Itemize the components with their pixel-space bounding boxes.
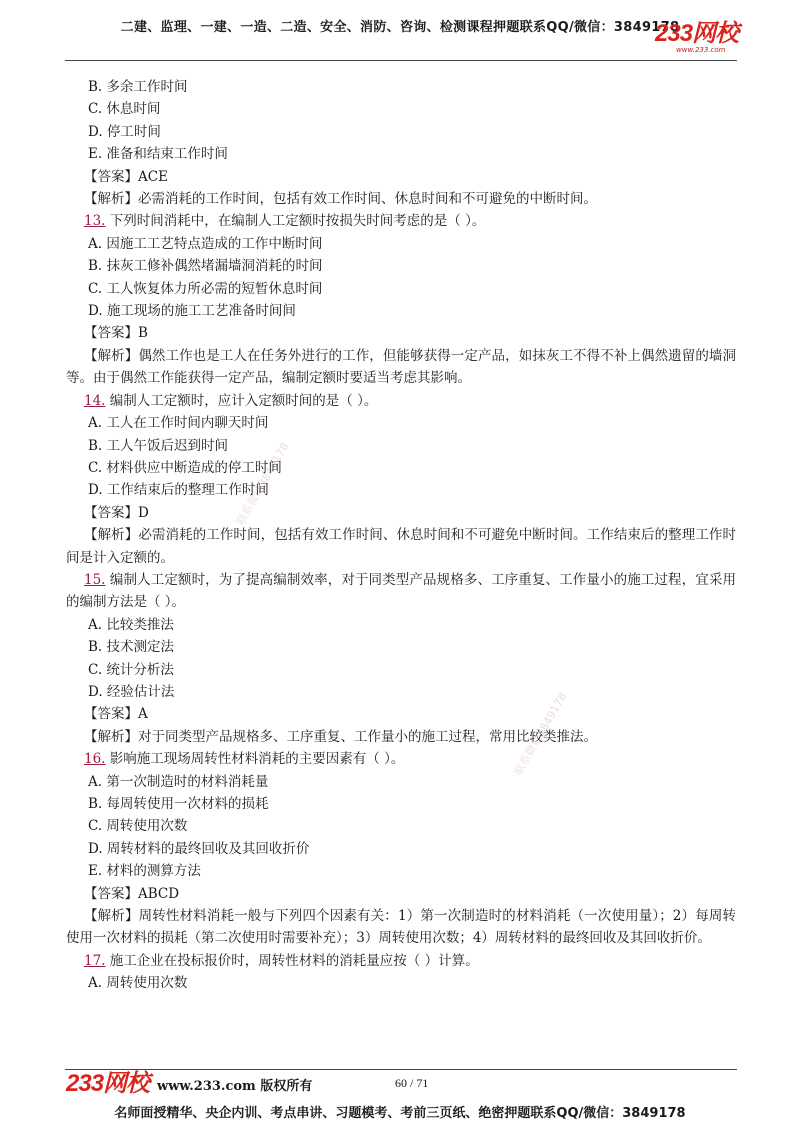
option-line: B. 每周转使用一次材料的损耗 (88, 796, 269, 812)
answer-line: 【答案】B (84, 325, 148, 342)
option-line: B. 多余工作时间 (88, 79, 188, 95)
question-14 (66, 390, 736, 412)
footer-divider (65, 1069, 737, 1070)
question-text: 编制人工定额时，为了提高编制效率，对于同类型产品规格多、工序重复、工作量小的施工过程，宜采用的编制方法是（ ）。 (66, 571, 736, 611)
question-number: 13. (84, 213, 106, 230)
question-17 (66, 950, 736, 972)
question-15 (66, 569, 736, 614)
question-16 (66, 748, 736, 770)
footer-text: 名师面授精华、央企内训、考点串讲、习题模考、考前三页纸、绝密押题联系QQ/微信：3849178 (114, 1106, 686, 1121)
option-line: E. 材料的测算方法 (88, 863, 201, 880)
page-number: 60 / 71 (395, 1076, 429, 1090)
option-line: C. 工人恢复体力所必需的短暂休息时间 (88, 280, 323, 297)
option-line: E. 准备和结束工作时间 (88, 146, 228, 163)
question-number: 15. (84, 571, 106, 588)
question-text: 影响施工现场周转性材料消耗的主要因素有（ ）。 (105, 751, 405, 768)
answer-line: 【答案】ACE (84, 168, 168, 185)
question-number: 14. (84, 392, 106, 409)
answer-line: 【答案】ABCD (84, 885, 180, 902)
option-line: D. 停工时间 (88, 123, 161, 140)
option-line: D. 经验估计法 (88, 683, 175, 700)
option-line: B. 技术测定法 (88, 639, 175, 656)
option-line: D. 周转材料的最终回收及其回收折价 (88, 840, 310, 857)
option-line: C. 材料供应中断造成的停工时间 (88, 459, 282, 476)
header-text: 二建、监理、一建、一造、二造、安全、消防、咨询、检测课程押题联系QQ/微信：3849178 (120, 20, 680, 35)
question-number: 16. (84, 751, 106, 768)
brand-logo: 233网校 (655, 20, 739, 47)
question-text: 施工企业在投标报价时，周转性材料的消耗量应按（ ）计算。 (105, 952, 479, 969)
option-line: A. 工人在工作时间内聊天时间 (88, 415, 269, 432)
analysis-line: 【解析】必需消耗的工作时间，包括有效工作时间、休息时间和不可避免中断时间。工作结束后的整理工作时间是计入定额的。 (66, 527, 736, 566)
option-line: A. 第一次制造时的材料消耗量 (88, 773, 269, 790)
footer-copyright: www.233.com 版权所有 (157, 1079, 313, 1094)
brand-logo-url: www.233.com (676, 46, 726, 54)
page-content (66, 76, 736, 995)
analysis-line: 【解析】周转性材料消耗一般与下列四个因素有关：1）第一次制造时的材料消耗（一次使用量）；2）每周转使用一次材料的损耗（第二次使用时需要补充）；3）周转使用次数；4）周转材料的最终回收及其回收折价。 (66, 908, 736, 947)
answer-line: 【答案】A (84, 706, 148, 723)
analysis-line: 【解析】对于同类型产品规格多、工序重复、工作量小的施工过程，常用比较类推法。 (84, 728, 597, 745)
option-line: D. 工作结束后的整理工作时间 (88, 482, 269, 499)
analysis-line: 【解析】必需消耗的工作时间，包括有效工作时间、休息时间和不可避免的中断时间。 (84, 191, 597, 208)
footer-logo: 233网校 (66, 1070, 150, 1097)
option-line: A. 因施工工艺特点造成的工作中断时间 (88, 235, 323, 252)
option-line: B. 抹灰工修补偶然堵漏墙洞消耗的时间 (88, 258, 323, 275)
option-line: D. 施工现场的施工工艺准备时间间 (88, 303, 296, 320)
analysis-line: 【解析】偶然工作也是工人在任务外进行的工作，但能够获得一定产品，如抹灰工不得不补上偶然遗留的墙洞等。由于偶然工作能获得一定产品，编制定额时要适当考虑其影响。 (66, 347, 736, 387)
question-text: 下列时间消耗中，在编制人工定额时按损失时间考虑的是（ ）。 (105, 213, 486, 230)
answer-line: 【答案】D (84, 504, 149, 521)
option-line: C. 周转使用次数 (88, 818, 188, 835)
question-text: 编制人工定额时，应计入定额时间的是（ ）。 (105, 392, 378, 409)
option-line: B. 工人午饭后迟到时间 (88, 437, 229, 454)
question-13 (66, 210, 736, 232)
option-line: C. 统计分析法 (88, 661, 174, 678)
watermark: 联系微信3849178 (511, 690, 570, 778)
option-line: A. 比较类推法 (88, 616, 174, 633)
watermark: 联系微信3849178 (233, 440, 292, 528)
header-divider (65, 60, 737, 61)
question-number: 17. (84, 952, 106, 969)
option-line: A. 周转使用次数 (88, 975, 188, 992)
option-line: C. 休息时间 (88, 101, 161, 118)
